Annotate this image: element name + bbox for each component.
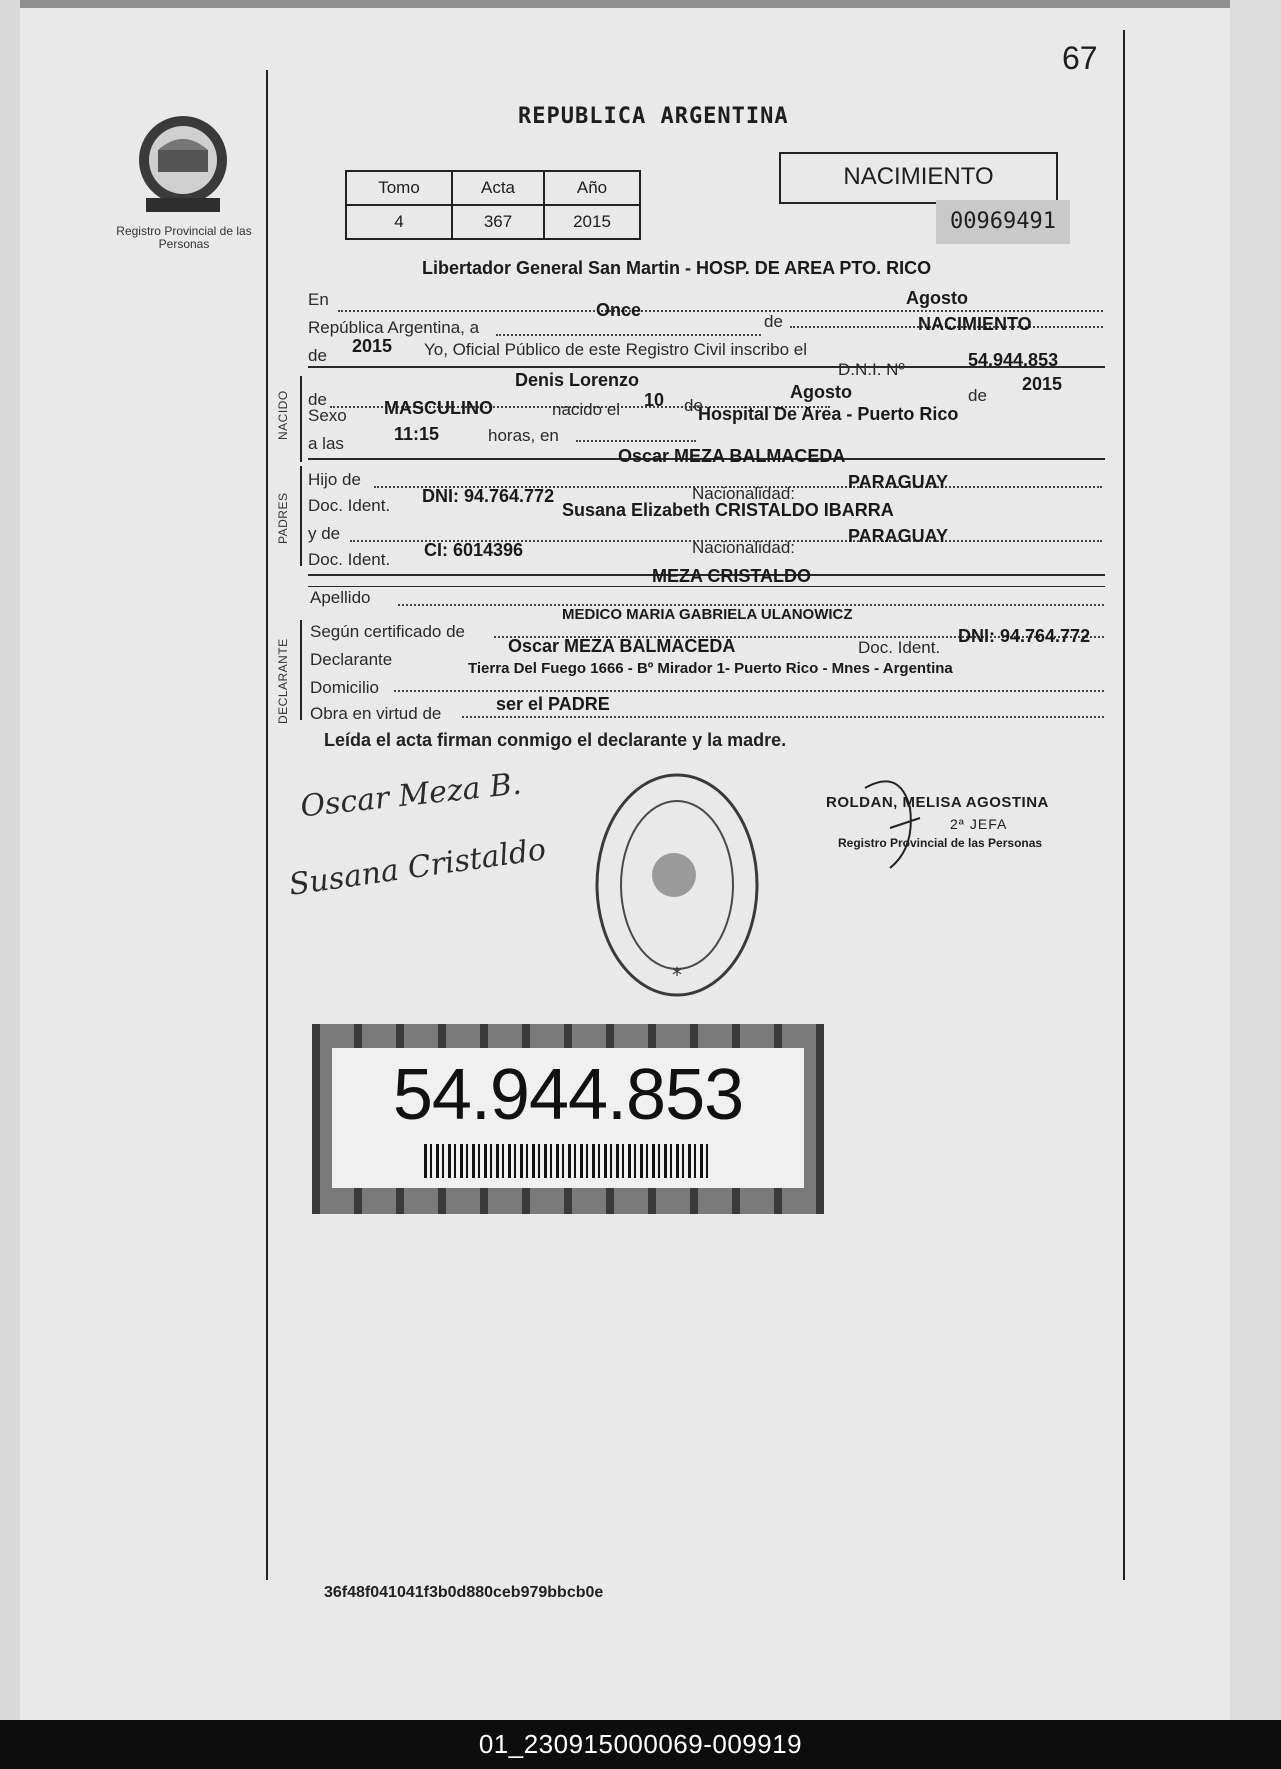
obra-value: ser el PADRE [496,694,610,714]
father-signature: Oscar Meza B. [298,766,524,825]
birth-month: Agosto [790,382,852,402]
declarante-name: Oscar MEZA BALMACEDA [508,636,736,656]
nacido-section-label: NACIDO [276,390,290,440]
en-line [338,310,1103,312]
page-number: 67 [1062,40,1098,76]
logo-caption: Registro Provincial de las Personas [116,224,252,251]
officer-office: Registro Provincial de las Personas [838,836,1043,850]
place-line [576,440,696,442]
declarante-doc-label: Doc. Ident. [858,638,941,657]
birth-day: 10 [644,390,665,410]
birth-de-label-2: de [968,386,987,405]
officer-name: ROLDAN, MELISA AGOSTINA [826,794,1049,811]
nacido-bracket [300,376,302,462]
tomo-value: 4 [346,205,452,239]
register-table [345,170,641,240]
adjacent-page-right [1230,0,1281,1720]
anio-header: Año [544,171,640,205]
mother-doc-label: Doc. Ident. [308,550,391,569]
mother-signature: Susana Cristaldo [286,832,549,903]
de-label-2: de [308,346,327,365]
apellido-label: Apellido [310,588,371,607]
birth-place: Hospital De Area - Puerto Rico [698,404,959,424]
horas-label: horas, en [488,426,559,445]
nacido-de-label: de [308,390,327,409]
anio-value: 2015 [544,205,640,239]
mother-nat-label: Nacionalidad: [692,538,796,557]
document-hash: 36f48f041041f3b0d880ceb979bbcb0e [324,1584,604,1601]
svg-text:*: * [672,963,682,987]
serial-number: 00969491 [936,200,1070,244]
right-margin-line [1123,30,1125,1580]
hijo-de-label: Hijo de [308,470,361,489]
act-type-box: NACIMIENTO [779,152,1058,204]
de-label-1: de [764,312,783,331]
father-doc: DNI: 94.764.772 [422,486,555,506]
official-stamp-icon [592,770,762,1000]
day-line [496,334,761,336]
mother-doc: CI: 6014396 [424,540,524,560]
day-value: Once [596,300,642,320]
dni-sticker-label [332,1048,804,1188]
apellido-rule [308,586,1105,587]
sexo-label: Sexo [308,406,347,425]
father-name: Oscar MEZA BALMACEDA [618,446,846,466]
adjacent-page-left [0,0,20,1720]
officer-title: 2ª JEFA [950,816,1008,832]
declarante-doc: DNI: 94.764.772 [958,626,1091,646]
father-doc-label: Doc. Ident. [308,496,391,515]
child-name: Denis Lorenzo [515,370,640,390]
child-dni: 54.944.853 [968,350,1059,370]
padres-bracket [300,466,302,566]
obra-line [462,716,1104,718]
declarante-bracket [300,620,302,720]
father-nationality: PARAGUAY [848,472,949,492]
domicilio-line [394,690,1104,692]
month-value: Agosto [906,288,968,308]
certificado-label: Según certificado de [310,622,465,641]
act-value: NACIMIENTO [918,314,1032,334]
nacido-el-label: nacido el [552,400,621,419]
obra-label: Obra en virtud de [310,704,442,723]
mother-name: Susana Elizabeth CRISTALDO IBARRA [562,500,894,520]
dni-sticker-number: 54.944.853 [392,1055,744,1135]
domicilio-value: Tierra Del Fuego 1666 - Bº Mirador 1- Puerto Rico - Mnes - Argentina [468,660,953,677]
declarante-label: Declarante [310,650,393,669]
left-margin-line [266,70,268,1580]
birth-time: 11:15 [394,424,440,444]
sexo-value: MASCULINO [384,398,493,418]
intro-text: Yo, Oficial Público de este Registro Civil inscribo el [424,340,807,359]
domicilio-label: Domicilio [310,678,379,697]
footer-id: 01_230915000069-009919 [0,1720,1281,1769]
dni-label: D.N.I. Nº [838,360,905,379]
padres-section-label: PADRES [276,492,290,544]
tomo-header: Tomo [346,171,452,205]
closing-statement: Leída el acta firman conmigo el declarante y la madre. [324,730,787,750]
birth-year: 2015 [1022,374,1063,394]
apellido-value: MEZA CRISTALDO [652,566,811,586]
province-seal-icon [128,110,238,220]
acta-header: Acta [452,171,544,205]
en-label: En [308,290,329,309]
certificado-value: MEDICO MARIA GABRIELA ULANOWICZ [562,606,853,623]
mother-nationality: PARAGUAY [848,526,949,546]
republica-label: República Argentina, a [308,318,480,337]
officer-signature-icon [860,768,940,878]
birth-de-label-1: de [684,396,703,415]
year-value: 2015 [352,336,393,356]
father-nat-label: Nacionalidad: [692,484,796,503]
acta-value: 367 [452,205,544,239]
en-value: Libertador General San Martin - HOSP. DE AREA PTO. RICO [422,258,932,278]
a-las-label: a las [308,434,344,453]
barcode-icon [424,1144,712,1178]
country-title: REPUBLICA ARGENTINA [518,104,789,129]
declarante-section-label: DECLARANTE [276,638,290,724]
y-de-label: y de [308,524,341,543]
dni-sticker [312,1024,824,1214]
